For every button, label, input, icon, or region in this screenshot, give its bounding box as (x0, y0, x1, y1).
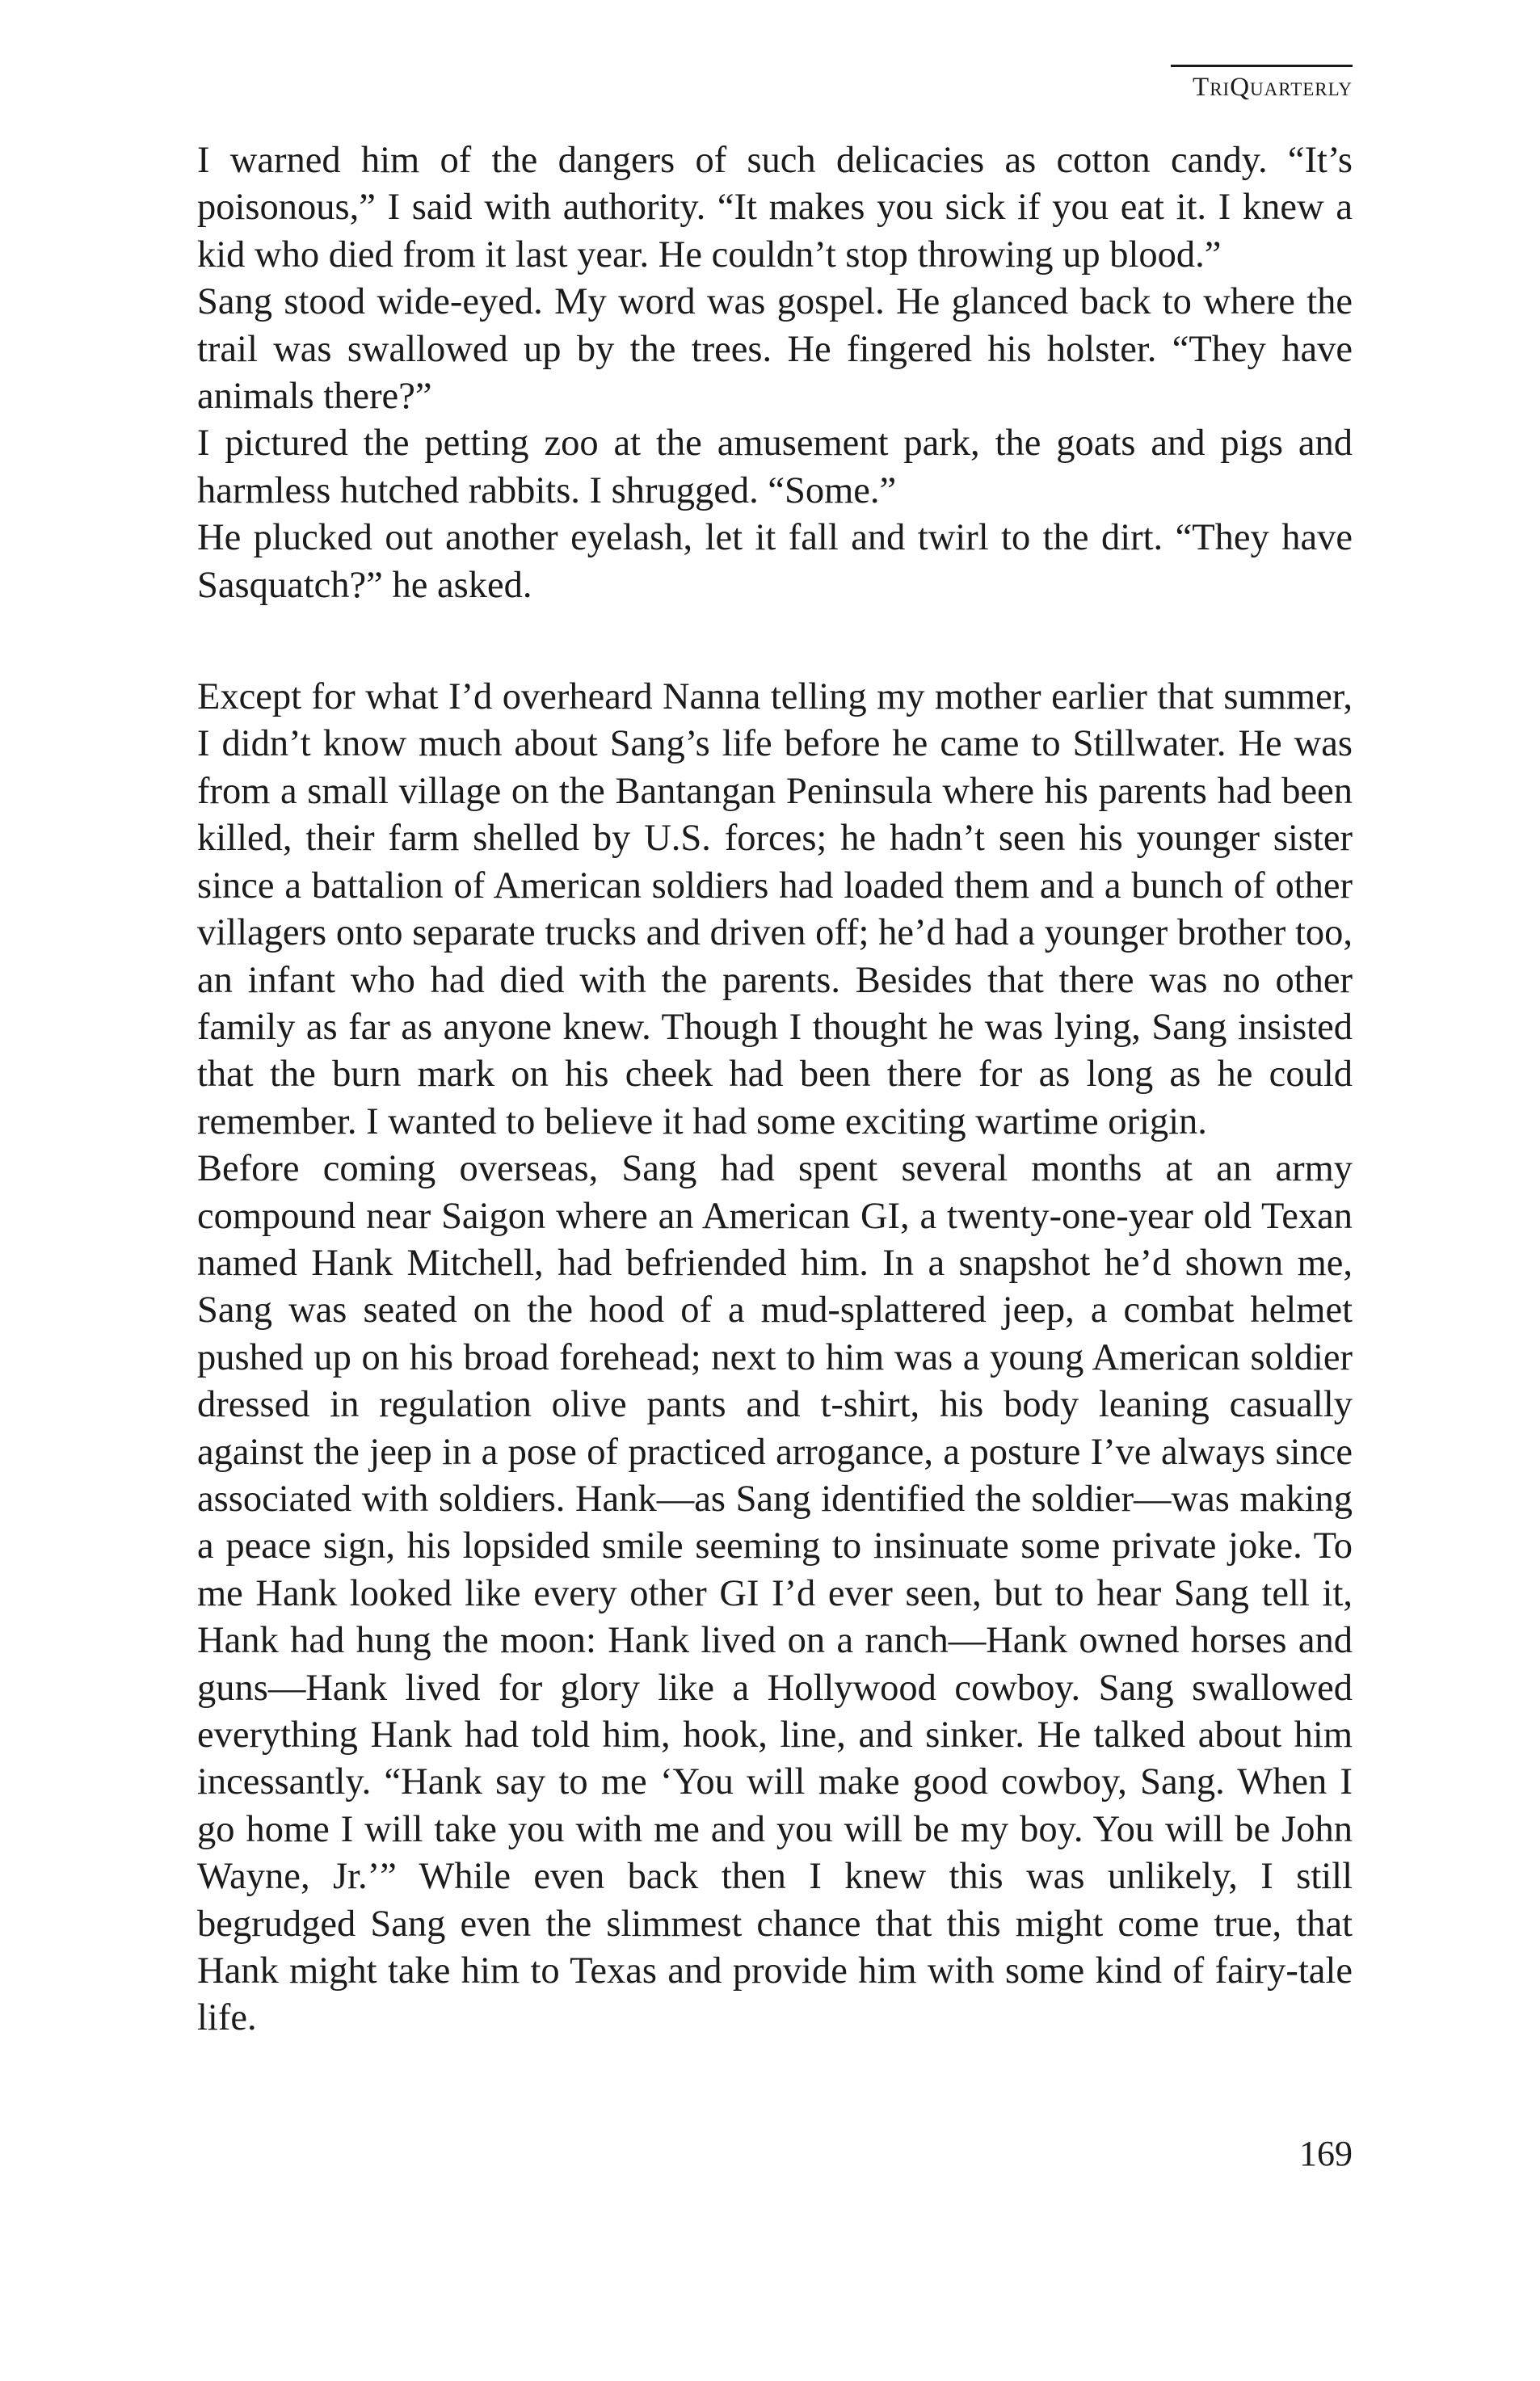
paragraph: I pictured the petting zoo at the amusement park, the goats and pigs and harmless hutched rabbits. I shrugged. “Some.” (197, 423, 1353, 511)
paragraph: Except for what I’d overheard Nanna telling my mother earlier that summer, I didn’t know much about Sang’s life before he came to Stillwater. He was from a small village on the Bantangan Peninsula where his parents had been killed, their farm shelled by U.S. forces; he hadn’t seen his younger sister since a battalion of American soldiers had loaded them and a bunch of other villagers onto separate trucks and driven off; he’d had a younger brother too, an infant who had died with the parents. Besides that there was no other family as far as anyone knew. Though I thought he was lying, Sang insisted that the burn mark on his cheek had been there for as long as he could remember. I wanted to believe it had some exciting wartime origin. (197, 676, 1353, 1142)
journal-name: TriQuarterly (1193, 73, 1353, 102)
header-rule (1171, 65, 1353, 67)
running-header (197, 48, 1353, 113)
paragraph: Before coming overseas, Sang had spent several months at an army compound near Saigon where an American GI, a twenty-one-year old Texan named Hank Mitchell, had befriended him. In a snapshot he’d shown me, Sang was seated on the hood of a mud-splattered jeep, a combat helmet pushed up on his broad forehead; next to him was a young American soldier dressed in regulation olive pants and t-shirt, his body leaning casually against the jeep in a pose of practiced arrogance, a posture I’ve always since associated with soldiers. Hank—as Sang identified the soldier—was making a peace sign, his lopsided smile seeming to insinuate some private joke. To me Hank looked like every other GI I’d ever seen, but to hear Sang tell it, Hank had hung the moon: Hank lived on a ranch—Hank owned horses and guns—Hank lived for glory like a Hollywood cowboy. Sang swallowed everything Hank had told him, hook, line, and sinker. He talked about him incessantly. “Hank say to me ‘You will make good cowboy, Sang. When I go home I will take you with me and you will be my boy. You will be John Wayne, Jr.’” While even back then I knew this was unlikely, I still begrudged Sang even the slimmest chance that this might come true, that Hank might take him to Texas and provide him with some kind of fairy-tale life. (197, 1148, 1353, 2039)
section-break (197, 609, 1353, 674)
paragraph: He plucked out another eyelash, let it fall and twirl to the dirt. “They have Sasquatch?” he asked. (197, 517, 1353, 606)
paragraph: Sang stood wide-eyed. My word was gospel. He glanced back to where the trail was swallowed up by the trees. He fingered his holster. “They have animals there?” (197, 281, 1353, 418)
paragraph: I warned him of the dangers of such delicacies as cotton candy. “It’s poisonous,” I said with authority. “It makes you sick if you eat it. I knew a kid who died from it last year. He couldn’t stop throwing up blood.” (197, 140, 1353, 276)
body-text (197, 137, 1353, 2042)
page-number: 169 (1299, 2134, 1353, 2173)
